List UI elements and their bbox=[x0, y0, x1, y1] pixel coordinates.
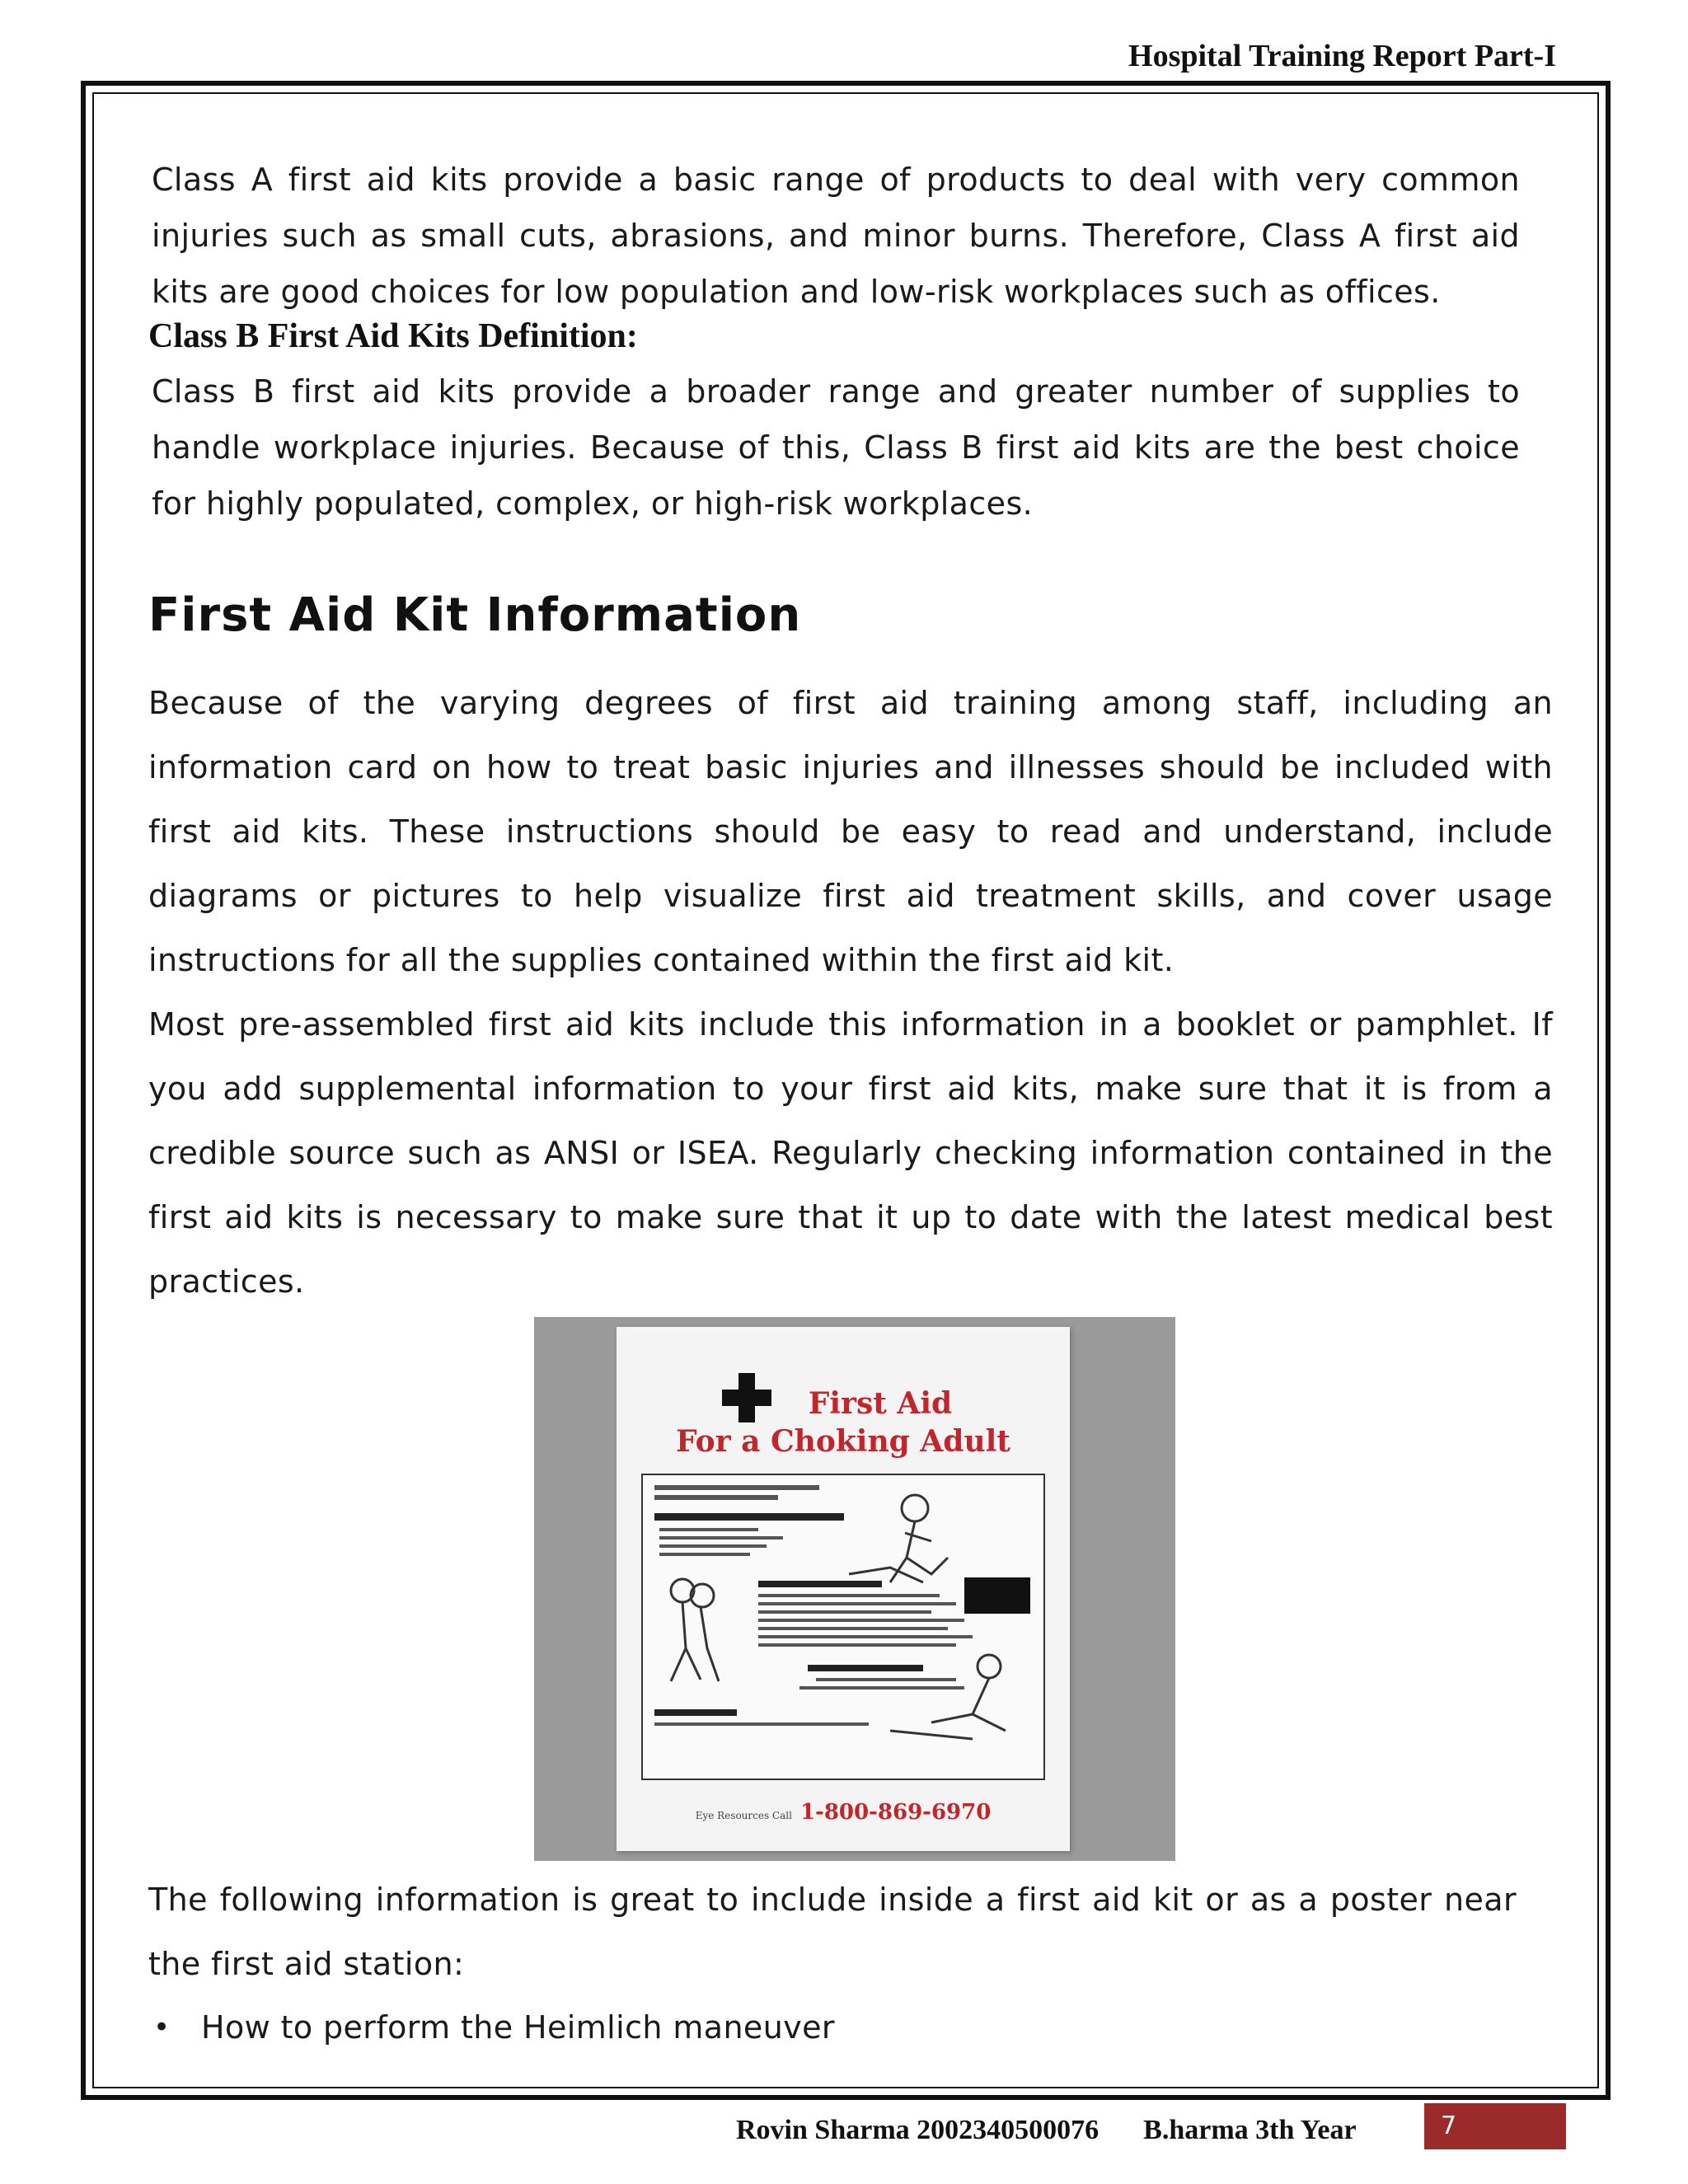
page-number: 7 bbox=[1424, 2103, 1566, 2149]
header-title: Hospital Training Report Part-I bbox=[1128, 39, 1556, 73]
class-b-paragraph: Class B first aid kits provide a broader range and greater number of supplies to handle workplace injuries. Because of this, Class B first aid kits are the best choice for highly populated, complex, or high-risk workplaces. bbox=[152, 373, 1520, 522]
bullet-list bbox=[201, 2003, 835, 2052]
class-a-paragraph: Class A first aid kits provide a basic range of products to deal with very common injuries such as small cuts, abrasions, and minor burns. Therefore, Class A first aid kits are good choices for low population and low-risk workplaces such as offices. bbox=[152, 162, 1520, 310]
poster-phone-number: 1-800-869-6970 bbox=[799, 1800, 992, 1825]
poster-instructions-box bbox=[641, 1474, 1045, 1780]
poster-illustration bbox=[643, 1475, 1043, 1779]
info-paragraph-1: Because of the varying degrees of first aid training among staff, including an information card on how to treat basic injuries and illnesses should be included with first aid kits. These instructions should be easy to read and understand, include diagrams or pictures to help visualize first aid treatment skills, and cover usage instructions for all the supplies contained within the first aid kit. bbox=[148, 685, 1553, 978]
poster-image bbox=[534, 1317, 1175, 1861]
footer bbox=[736, 2115, 1357, 2146]
info-paragraph-3: The following information is great to include inside a first aid kit or as a poster near the first aid station: bbox=[148, 1882, 1517, 1982]
class-b-heading: Class B First Aid Kits Definition: bbox=[148, 317, 638, 355]
poster-card bbox=[617, 1327, 1070, 1851]
poster-title-line1: First Aid bbox=[808, 1386, 953, 1421]
poster-title-line2: For a Choking Adult bbox=[676, 1424, 1010, 1459]
footer-author: Rovin Sharma 2002340500076 bbox=[736, 2115, 1100, 2145]
poster-phone-line bbox=[617, 1800, 1070, 1825]
list-item: • How to perform the Heimlich maneuver bbox=[201, 2003, 835, 2052]
info-paragraph-2: Most pre-assembled first aid kits include this information in a booklet or pamphlet. If you add supplemental information to your first aid kits, make sure that it is from a credible source such as ANSI or ISEA. Regularly checking information contained in the first aid kits is necessary to make sure that it up to date with the latest medical best practices. bbox=[148, 1006, 1553, 1300]
poster-phone-label: Eye Resources Call bbox=[695, 1810, 792, 1821]
footer-program: B.harma 3th Year bbox=[1143, 2115, 1357, 2145]
section-heading: First Aid Kit Information bbox=[148, 588, 802, 642]
poster-title bbox=[617, 1385, 1070, 1460]
